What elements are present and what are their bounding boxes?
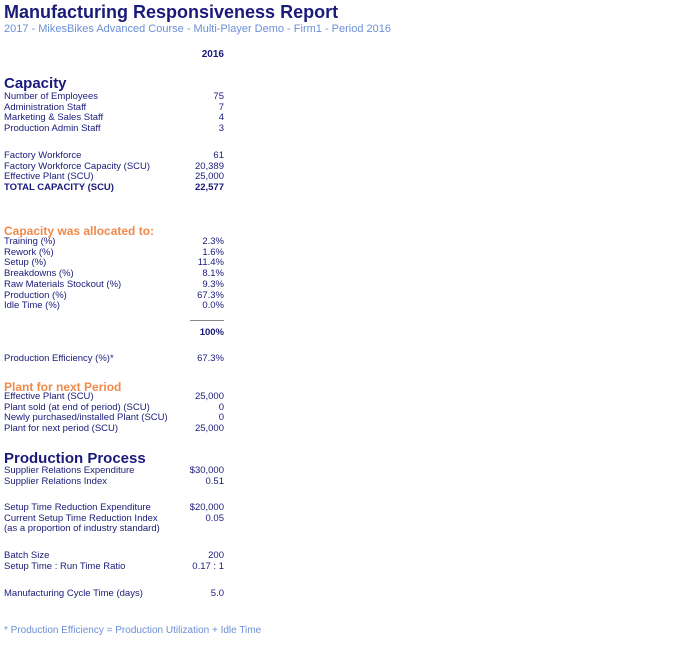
row-value: 200 bbox=[208, 550, 224, 561]
row-value: 25,000 bbox=[194, 171, 224, 183]
footnote: * Production Efficiency = Production Utilization + Idle Time bbox=[4, 625, 262, 636]
report-title: Manufacturing Responsiveness Report bbox=[4, 2, 339, 22]
row-value: 1.6% bbox=[202, 246, 224, 258]
row-value: 20,389 bbox=[194, 160, 224, 172]
allocation-heading: Capacity was allocated to: bbox=[4, 224, 155, 238]
row-label: Marketing & Sales Staff bbox=[4, 112, 104, 124]
row-value: 2.3% bbox=[202, 236, 224, 247]
row-value: 8.1% bbox=[202, 268, 224, 280]
row-value: $30,000 bbox=[189, 465, 224, 476]
row-label: Breakdowns (%) bbox=[4, 268, 74, 280]
allocation-total-value: 100% bbox=[199, 327, 224, 338]
row-value: 0 bbox=[218, 401, 224, 413]
production-process-heading: Production Process bbox=[4, 450, 146, 467]
row-label: Raw Materials Stockout (%) bbox=[4, 278, 122, 290]
row-label: Batch Size bbox=[4, 550, 50, 561]
row-value: 9.3% bbox=[202, 278, 224, 290]
row-label: Setup Time Reduction Expenditure bbox=[4, 502, 151, 513]
row-value: $20,000 bbox=[189, 502, 224, 513]
column-year-header: 2016 bbox=[201, 49, 224, 60]
total-capacity-value: 22,577 bbox=[194, 182, 224, 194]
row-value: 5.0 bbox=[210, 588, 224, 599]
row-label: Factory Workforce Capacity (SCU) bbox=[4, 160, 151, 172]
row-label: Rework (%) bbox=[4, 246, 54, 258]
row-label: Production Admin Staff bbox=[4, 123, 101, 135]
row-label: Production (%) bbox=[4, 289, 67, 301]
row-label: Administration Staff bbox=[4, 101, 87, 113]
row-label: Number of Employees bbox=[4, 91, 98, 102]
row-label: Setup (%) bbox=[4, 257, 47, 269]
row-value: 7 bbox=[218, 101, 224, 113]
row-label: Effective Plant (SCU) bbox=[4, 171, 94, 183]
row-label: Setup Time : Run Time Ratio bbox=[4, 560, 126, 572]
row-value: 25,000 bbox=[194, 391, 224, 402]
row-label: Plant for next period (SCU) bbox=[4, 423, 119, 435]
row-value: 0.51 bbox=[205, 475, 224, 487]
row-label: Newly purchased/installed Plant (SCU) bbox=[4, 412, 168, 424]
row-label: Supplier Relations Expenditure bbox=[4, 465, 135, 476]
report-subtitle: 2017 - MikesBikes Advanced Course - Multi-Player Demo - Firm1 - Period 2016 bbox=[4, 23, 391, 35]
total-divider bbox=[190, 320, 224, 321]
efficiency-value: 67.3% bbox=[197, 353, 224, 364]
row-value: 4 bbox=[218, 112, 224, 124]
efficiency-label: Production Efficiency (%)* bbox=[4, 353, 114, 364]
total-capacity-label: TOTAL CAPACITY (SCU) bbox=[4, 182, 114, 194]
row-value: 0.0% bbox=[202, 300, 224, 312]
row-value: 61 bbox=[213, 150, 224, 161]
row-label: Effective Plant (SCU) bbox=[4, 391, 94, 402]
row-value: 0.05 bbox=[205, 512, 224, 524]
row-label: Plant sold (at end of period) (SCU) bbox=[4, 401, 150, 413]
capacity-heading: Capacity bbox=[4, 75, 67, 92]
row-value: 11.4% bbox=[197, 257, 224, 269]
row-value: 3 bbox=[218, 123, 224, 135]
row-value: 75 bbox=[213, 91, 224, 102]
row-value: 0 bbox=[218, 412, 224, 424]
row-label: Idle Time (%) bbox=[4, 300, 60, 312]
row-value: 0.17 : 1 bbox=[192, 560, 224, 572]
row-label: (as a proportion of industry standard) bbox=[4, 523, 160, 535]
row-label: Supplier Relations Index bbox=[4, 475, 107, 487]
row-value: 67.3% bbox=[197, 289, 224, 301]
plant-next-heading: Plant for next Period bbox=[4, 380, 122, 394]
row-label: Factory Workforce bbox=[4, 150, 82, 161]
row-label: Current Setup Time Reduction Index bbox=[4, 512, 158, 524]
row-label: Manufacturing Cycle Time (days) bbox=[4, 588, 143, 599]
row-label: Training (%) bbox=[4, 236, 56, 247]
row-value: 25,000 bbox=[194, 423, 224, 435]
